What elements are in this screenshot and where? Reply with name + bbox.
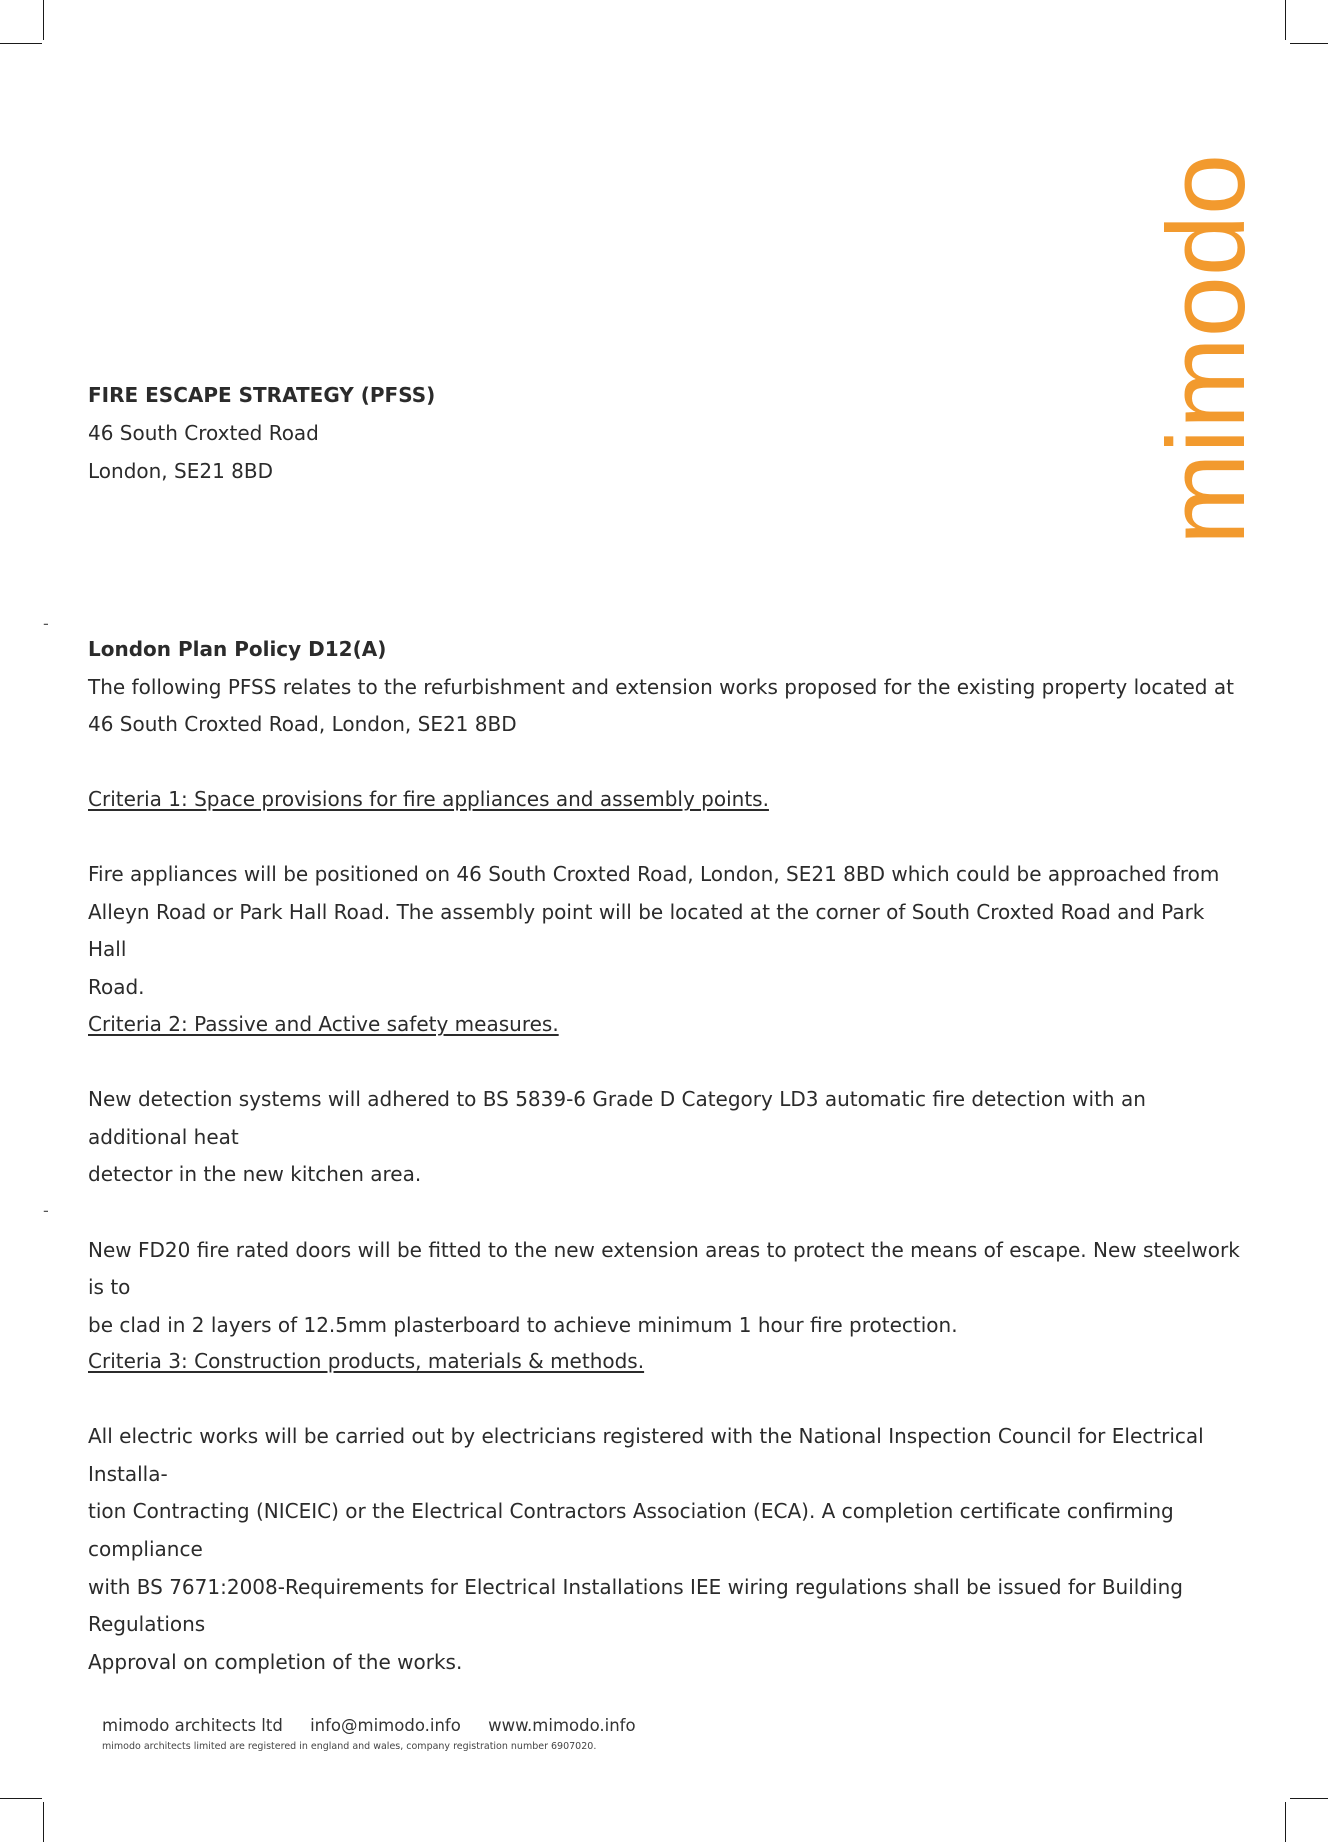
document-header bbox=[88, 376, 435, 490]
margin-dash-1: - bbox=[43, 614, 49, 633]
criteria-3-heading: Criteria 3: Construction products, materials & methods. bbox=[88, 1349, 645, 1373]
criteria-3-line-3: with BS 7671:2008-Requirements for Electrical Installations IEE wiring regulations shall be issued for Building Regulations bbox=[88, 1574, 1183, 1637]
footer-company: mimodo architects ltd bbox=[102, 1716, 283, 1735]
criteria-1-line-3: Road. bbox=[88, 974, 145, 999]
criteria-1-line-1: Fire appliances will be positioned on 46 South Croxted Road, London, SE21 8BD which could be approached from bbox=[88, 862, 1220, 887]
criteria-3-line-2: tion Contracting (NICEIC) or the Electrical Contractors Association (ECA). A completion certificate confirming compliance bbox=[88, 1499, 1174, 1561]
address-line-2: London, SE21 8BD bbox=[88, 459, 274, 483]
criteria-3-section bbox=[88, 1343, 1248, 1681]
footer-registration: mimodo architects limited are registered in england and wales, company registration number 6907020. bbox=[102, 1741, 597, 1752]
document-title: FIRE ESCAPE STRATEGY (PFSS) bbox=[88, 383, 436, 407]
policy-title: London Plan Policy D12(A) bbox=[88, 637, 387, 661]
crop-mark-bottom-left-vertical bbox=[43, 1802, 44, 1842]
policy-section bbox=[88, 631, 1248, 744]
margin-dash-2: - bbox=[43, 1201, 49, 1220]
crop-mark-top-right-vertical bbox=[1285, 0, 1286, 40]
crop-mark-top-left-horizontal bbox=[0, 43, 42, 44]
criteria-1-line-2: Alleyn Road or Park Hall Road. The assembly point will be located at the corner of South Croxted Road and Park Hall bbox=[88, 899, 1205, 962]
brand-logo-text: mimodo bbox=[1145, 153, 1268, 545]
crop-mark-top-right-horizontal bbox=[1290, 43, 1328, 44]
criteria-1-heading: Criteria 1: Space provisions for fire appliances and assembly points. bbox=[88, 787, 769, 811]
footer bbox=[102, 1716, 658, 1752]
policy-intro-line-1: The following PFSS relates to the refurbishment and extension works proposed for the existing property located at bbox=[88, 674, 1234, 699]
brand-logo bbox=[1145, 153, 1268, 545]
criteria-2-section bbox=[88, 1006, 1248, 1344]
criteria-3-line-4: Approval on completion of the works. bbox=[88, 1649, 463, 1674]
criteria-2-para-1-line-2: detector in the new kitchen area. bbox=[88, 1162, 422, 1187]
crop-mark-bottom-right-vertical bbox=[1285, 1802, 1286, 1842]
crop-mark-bottom-right-horizontal bbox=[1290, 1798, 1328, 1799]
criteria-3-line-1: All electric works will be carried out by electricians registered with the National Inspection Council for Electrical Installa- bbox=[88, 1424, 1204, 1486]
crop-mark-top-left-vertical bbox=[43, 0, 44, 40]
footer-website[interactable]: www.mimodo.info bbox=[488, 1716, 636, 1735]
criteria-2-para-2-line-1: New FD20 fire rated doors will be fitted to the new extension areas to protect the means of escape. New steelwork is to bbox=[88, 1237, 1240, 1300]
criteria-2-para-1-line-1: New detection systems will adhered to BS 5839-6 Grade D Category LD3 automatic fire detection with an additional heat bbox=[88, 1087, 1146, 1149]
criteria-2-para-2-line-2: be clad in 2 layers of 12.5mm plasterboard to achieve minimum 1 hour fire protection. bbox=[88, 1312, 958, 1337]
crop-mark-bottom-left-horizontal bbox=[0, 1798, 42, 1799]
address-line-1: 46 South Croxted Road bbox=[88, 421, 319, 445]
criteria-1-section bbox=[88, 781, 1248, 1007]
footer-email[interactable]: info@mimodo.info bbox=[310, 1716, 461, 1735]
criteria-2-heading: Criteria 2: Passive and Active safety measures. bbox=[88, 1012, 559, 1036]
policy-intro-line-2: 46 South Croxted Road, London, SE21 8BD bbox=[88, 712, 517, 737]
